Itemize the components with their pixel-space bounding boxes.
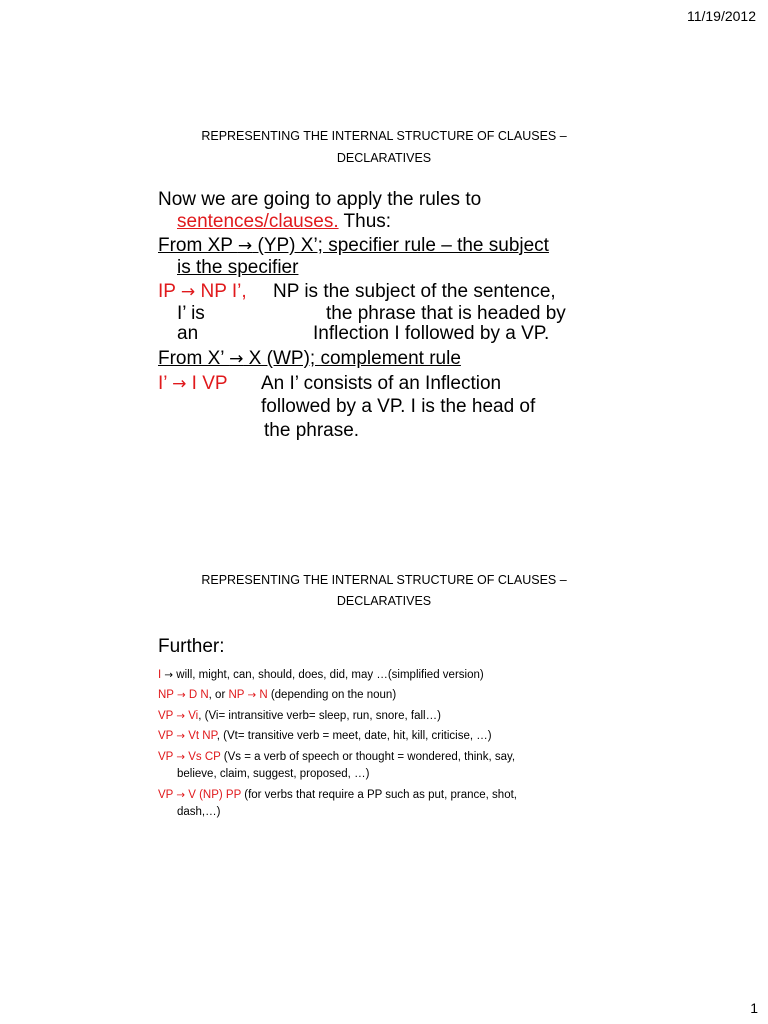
page-number: 1	[750, 1000, 758, 1016]
date-stamp: 11/19/2012	[686, 8, 756, 24]
rule-item-vp-pp-line2: dash,…)	[177, 806, 221, 818]
arrow-icon: →	[172, 374, 187, 394]
rule-text: , or	[208, 689, 229, 701]
rule-text2: (depending on the noun)	[267, 689, 397, 701]
sentences-clauses-link-text: sentences/clauses.	[177, 211, 339, 232]
ip-desc-line2: the phrase that is headed by	[326, 303, 566, 324]
rule-item-vp-pp	[158, 787, 517, 803]
ibar-desc-line2: followed by a VP. I is the head of	[261, 396, 536, 417]
rule-lhs: VP	[158, 710, 174, 722]
ibar-rule	[158, 372, 228, 396]
rule-rhs: D N	[185, 689, 209, 701]
slide1-intro-line1: Now we are going to apply the rules to	[158, 189, 482, 210]
rule-item-vp-vs	[158, 749, 515, 765]
thus-text: Thus:	[338, 211, 392, 232]
ibar-desc-line3: the phrase.	[264, 420, 360, 441]
specifier-rule-line1	[158, 234, 549, 258]
slide1-title-line1: REPRESENTING THE INTERNAL STRUCTURE OF CLAUSES –	[201, 129, 567, 143]
ibar-left: I’	[158, 373, 173, 394]
slide2-title-line2: DECLARATIVES	[336, 594, 432, 608]
arrow-icon: →	[247, 689, 257, 701]
ip-right: NP I’,	[195, 281, 247, 302]
ip-desc-line1: NP is the subject of the sentence,	[273, 281, 556, 302]
rule-text: (Vs = a verb of speech or thought = wondered, think, say,	[220, 751, 516, 763]
rule-lhs: VP	[158, 789, 174, 801]
rule1-from: From XP	[158, 235, 238, 256]
arrow-icon: →	[176, 710, 186, 722]
rule-text: , (Vi= intransitive verb= sleep, run, snore, fall…)	[198, 710, 441, 722]
rule-rhs: Vt NP	[185, 730, 217, 742]
rule-lhs: VP	[158, 730, 174, 742]
ip-col-a3: an	[177, 323, 199, 344]
rule-lhs: NP	[158, 689, 174, 701]
rule-item-vp-vs-line2: believe, claim, suggest, proposed, …)	[177, 768, 370, 780]
rule1-rest: (YP) X’; specifier rule – the subject	[252, 235, 549, 256]
slide2-title-line1: REPRESENTING THE INTERNAL STRUCTURE OF CLAUSES –	[201, 573, 567, 587]
arrow-icon: →	[237, 236, 253, 256]
complement-rule	[158, 347, 461, 371]
rule-lhs: I	[158, 669, 162, 681]
arrow-icon: →	[176, 789, 186, 801]
rule-lhs: VP	[158, 751, 174, 763]
ip-left: IP	[158, 281, 181, 302]
ip-rule	[158, 280, 247, 304]
rule-rhs: Vi	[185, 710, 199, 722]
rule-item-vp-vi	[158, 708, 441, 724]
arrow-icon: →	[176, 689, 186, 701]
slide1-intro-line2	[177, 210, 391, 233]
rule-lhs2: NP	[228, 689, 245, 701]
arrow-icon: →	[229, 349, 244, 369]
rule-text: (for verbs that require a PP such as put, prance, shot,	[241, 789, 517, 801]
rule-rhs: V (NP) PP	[185, 789, 242, 801]
ibar-desc-line1: An I’ consists of an Inflection	[261, 373, 502, 394]
further-heading: Further:	[158, 636, 225, 657]
rule-text: , (Vt= transitive verb = meet, date, hit, kill, criticise, …)	[216, 730, 492, 742]
ip-col-a2: I’ is	[177, 303, 205, 324]
rule2-rest: X (WP); complement rule	[243, 348, 461, 369]
rule-item-vp-vt	[158, 728, 492, 744]
arrow-icon: →	[176, 730, 186, 742]
arrow-icon: →	[180, 282, 196, 302]
rule-rhs: Vs CP	[185, 751, 221, 763]
rule2-from: From X’	[158, 348, 230, 369]
rule-text: will, might, can, should, does, did, may …(simplified version)	[173, 669, 484, 681]
rule-item-i	[158, 667, 484, 683]
slide1-title-line2: DECLARATIVES	[336, 151, 432, 165]
arrow-icon: →	[164, 669, 174, 681]
ip-desc-line3: Inflection I followed by a VP.	[313, 323, 550, 344]
rule-item-np	[158, 687, 396, 703]
ibar-right: I VP	[186, 373, 228, 394]
arrow-icon: →	[176, 751, 186, 763]
rule-rhs2: N	[256, 689, 268, 701]
specifier-rule-line2: is the specifier	[177, 257, 299, 278]
